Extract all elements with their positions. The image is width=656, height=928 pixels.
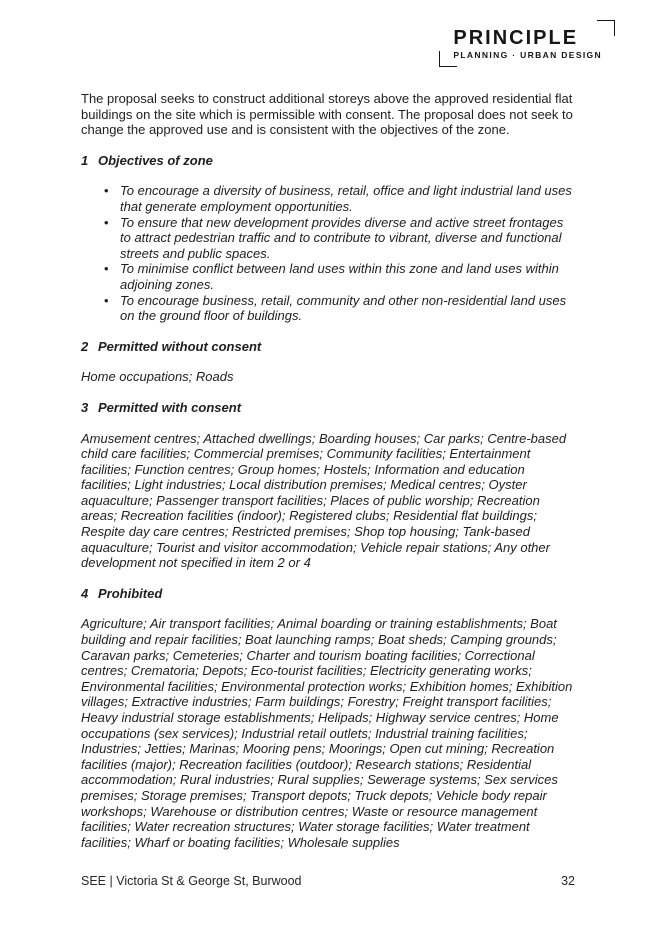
objective-item: • To ensure that new development provides diverse and active street frontages to attract pedestrian traffic and to contribute to vibrant, diverse and functional streets and public spaces. xyxy=(120,215,576,262)
logo-corner-bracket-top-right-icon xyxy=(597,20,615,36)
section-number: 2 xyxy=(81,338,89,354)
section-title: Permitted without consent xyxy=(98,338,262,354)
permitted-without-consent-uses: Home occupations; Roads xyxy=(81,369,234,385)
document-body xyxy=(81,91,576,865)
section-number: 1 xyxy=(81,152,89,168)
page-footer xyxy=(81,874,575,888)
intro-paragraph: The proposal seeks to construct additional storeys above the approved residential flat buildings on the site which is permissible with consent. The proposal does not seek to change the approved use and is consistent with the objectives of the zone. xyxy=(81,91,573,138)
section-permitted-with-consent xyxy=(81,400,576,571)
section-number: 4 xyxy=(81,585,89,601)
section-title: Objectives of zone xyxy=(98,152,213,168)
permitted-with-consent-uses: Amusement centres; Attached dwellings; Boarding houses; Car parks; Centre-based child care facilities; Commercial premises; Community facilities; Entertainment facilities; Function centres; Group homes; Hostels; Information and education facilities; Light industries; Local distribution premises; Medical centres; Oyster aquaculture; Passenger transport facilities; Places of public worship; Recreation areas; Recreation facilities (indoor); Registered clubs; Residential flat buildings; Respite day care centres; Restricted premises; Shop top housing; Tank-based aquaculture; Tourist and visitor accommodation; Vehicle repair stations; Any other development not specified in item 2 or 4 xyxy=(81,430,567,571)
logo-wordmark: PRINCIPLE xyxy=(453,27,579,49)
section-4-heading xyxy=(81,586,576,602)
footer-document-title: SEE | Victoria St & George St, Burwood xyxy=(81,874,302,888)
section-3-heading xyxy=(81,400,576,416)
section-title: Prohibited xyxy=(98,585,163,601)
section-prohibited xyxy=(81,586,576,851)
footer-page-number: 32 xyxy=(561,874,575,888)
objective-item: • To encourage business, retail, community and other non-residential land uses on the ground floor of buildings. xyxy=(120,293,576,324)
section-1-heading xyxy=(81,153,576,169)
objective-item: • To minimise conflict between land uses within this zone and land uses within adjoining zones. xyxy=(120,261,576,292)
logo-tagline: PLANNING · URBAN DESIGN xyxy=(453,50,602,60)
logo-corner-bracket-bottom-left-icon xyxy=(439,51,457,67)
principle-logo xyxy=(453,28,602,60)
section-objectives-of-zone xyxy=(81,153,576,324)
objective-item: • To encourage a diversity of business, retail, office and light industrial land uses that generate employment opportunities. xyxy=(120,183,576,214)
section-permitted-without-consent xyxy=(81,339,576,385)
objectives-list xyxy=(81,183,576,323)
prohibited-uses: Agriculture; Air transport facilities; Animal boarding or training establishments; Boat building and repair facilities; Boat launching ramps; Boat sheds; Camping grounds; Caravan parks; Cemeteries; Charter and tourism boating facilities; Correctional centres; Crematoria; Depots; Eco-tourist facilities; Electricity generating works; Environmental facilities; Environmental protection works; Exhibition homes; Exhibition villages; Extractive industries; Farm buildings; Forestry; Freight transport facilities; Heavy industrial storage establishments; Helipads; Highway service centres; Home occupations (sex services); Industrial retail outlets; Industrial training facilities; Industries; Jetties; Marinas; Mooring pens; Moorings; Open cut mining; Recreation facilities (major); Recreation facilities (outdoor); Research stations; Residential accommodation; Rural industries; Rural supplies; Sewerage systems; Sex services premises; Storage premises; Transport depots; Truck depots; Vehicle body repair workshops; Warehouse or distribution centres; Waste or resource management facilities; Water recreation structures; Water storage facilities; Water treatment facilities; Wharf or boating facilities; Wholesale supplies xyxy=(81,616,573,850)
section-2-heading xyxy=(81,339,576,355)
section-number: 3 xyxy=(81,399,89,415)
section-title: Permitted with consent xyxy=(98,399,242,415)
